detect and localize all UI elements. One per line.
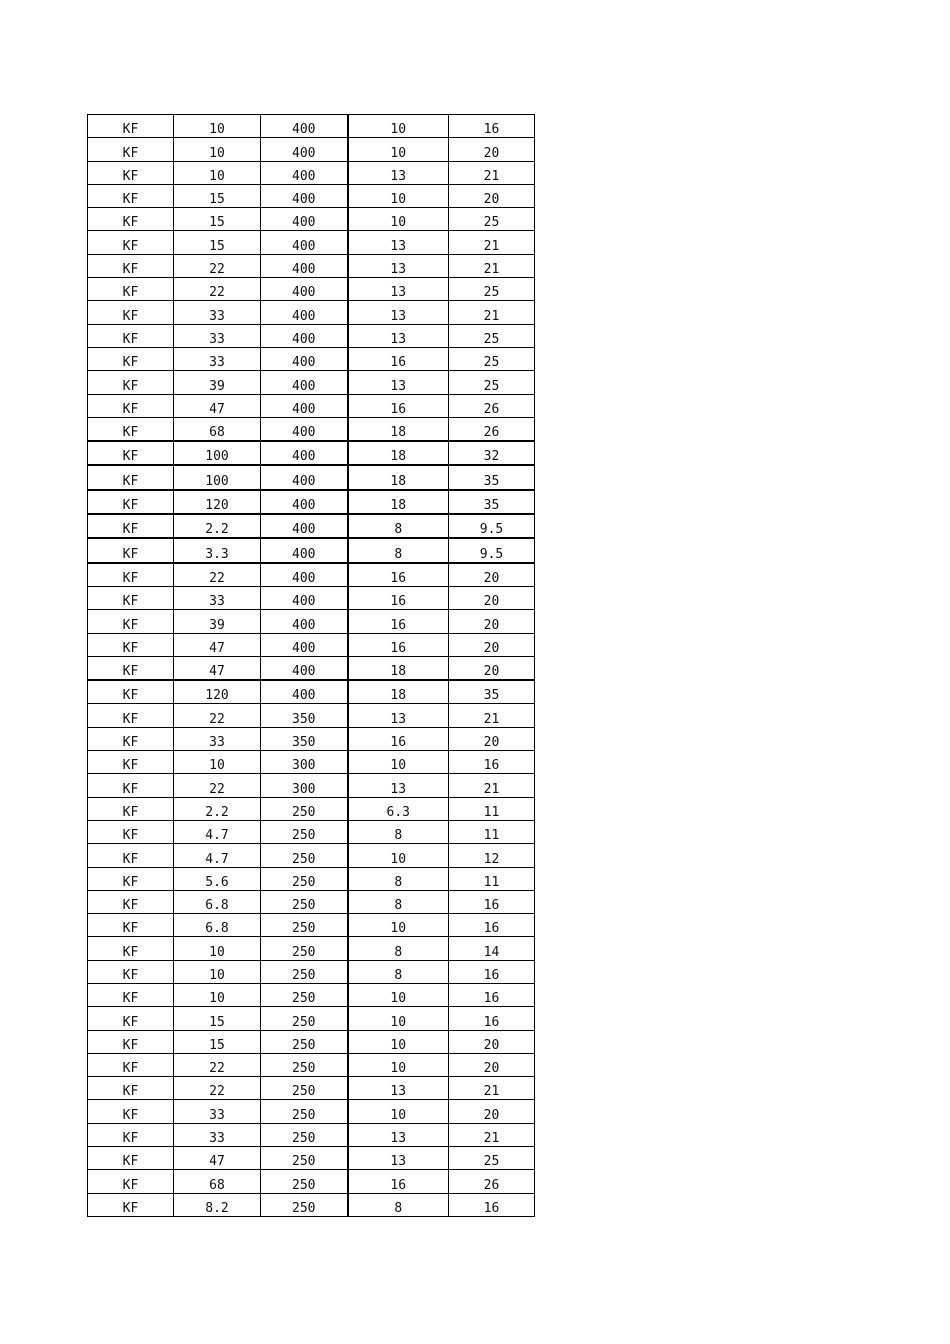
capacitance-cell: 39 — [174, 371, 261, 394]
length-cell: 11 — [449, 797, 535, 820]
table-row — [88, 797, 535, 820]
table-row — [88, 960, 535, 983]
voltage-cell: 350 — [261, 704, 348, 727]
capacitance-cell: 33 — [174, 586, 261, 609]
capacitance-cell: 10 — [174, 115, 261, 138]
capacitance-cell: 2.2 — [174, 514, 261, 538]
length-cell: 25 — [449, 1147, 535, 1170]
series-cell: KF — [88, 514, 174, 538]
diameter-cell: 10 — [348, 844, 449, 867]
length-cell: 21 — [449, 1077, 535, 1100]
table-row — [88, 184, 535, 207]
capacitance-cell: 47 — [174, 656, 261, 680]
series-cell: KF — [88, 490, 174, 514]
table-row — [88, 820, 535, 843]
table-body — [88, 115, 535, 1217]
length-cell: 16 — [449, 751, 535, 774]
voltage-cell: 250 — [261, 820, 348, 843]
diameter-cell: 10 — [348, 914, 449, 937]
voltage-cell: 400 — [261, 563, 348, 587]
diameter-cell: 10 — [348, 1030, 449, 1053]
capacitance-cell: 33 — [174, 347, 261, 370]
table-row — [88, 347, 535, 370]
series-cell: KF — [88, 1007, 174, 1030]
diameter-cell: 18 — [348, 417, 449, 441]
series-cell: KF — [88, 1100, 174, 1123]
capacitance-cell: 33 — [174, 324, 261, 347]
series-cell: KF — [88, 937, 174, 960]
series-cell: KF — [88, 867, 174, 890]
diameter-cell: 8 — [348, 937, 449, 960]
diameter-cell: 13 — [348, 231, 449, 254]
diameter-cell: 8 — [348, 890, 449, 913]
diameter-cell: 13 — [348, 1147, 449, 1170]
series-cell: KF — [88, 465, 174, 489]
length-cell: 9.5 — [449, 514, 535, 538]
voltage-cell: 400 — [261, 278, 348, 301]
table-row — [88, 490, 535, 514]
diameter-cell: 16 — [348, 563, 449, 587]
capacitance-cell: 39 — [174, 610, 261, 633]
length-cell: 21 — [449, 774, 535, 797]
series-cell: KF — [88, 563, 174, 587]
table-row — [88, 514, 535, 538]
series-cell: KF — [88, 1123, 174, 1146]
table-row — [88, 774, 535, 797]
table-row — [88, 465, 535, 489]
length-cell: 16 — [449, 960, 535, 983]
capacitance-cell: 120 — [174, 680, 261, 704]
series-cell: KF — [88, 115, 174, 138]
series-cell: KF — [88, 324, 174, 347]
series-cell: KF — [88, 1170, 174, 1193]
length-cell: 21 — [449, 301, 535, 324]
capacitance-cell: 10 — [174, 161, 261, 184]
series-cell: KF — [88, 610, 174, 633]
series-cell: KF — [88, 208, 174, 231]
length-cell: 20 — [449, 610, 535, 633]
voltage-cell: 250 — [261, 844, 348, 867]
capacitance-cell: 15 — [174, 208, 261, 231]
diameter-cell: 16 — [348, 633, 449, 656]
voltage-cell: 300 — [261, 774, 348, 797]
table-row — [88, 324, 535, 347]
table-row — [88, 115, 535, 138]
voltage-cell: 250 — [261, 1193, 348, 1216]
table-row — [88, 656, 535, 680]
diameter-cell: 13 — [348, 1123, 449, 1146]
length-cell: 16 — [449, 115, 535, 138]
diameter-cell: 10 — [348, 1053, 449, 1076]
table-row — [88, 844, 535, 867]
length-cell: 20 — [449, 586, 535, 609]
capacitance-cell: 22 — [174, 1077, 261, 1100]
capacitance-cell: 22 — [174, 278, 261, 301]
table-row — [88, 1053, 535, 1076]
series-cell: KF — [88, 417, 174, 441]
table-row — [88, 417, 535, 441]
series-cell: KF — [88, 347, 174, 370]
table-row — [88, 231, 535, 254]
length-cell: 12 — [449, 844, 535, 867]
capacitance-cell: 33 — [174, 727, 261, 750]
capacitance-cell: 22 — [174, 1053, 261, 1076]
length-cell: 21 — [449, 231, 535, 254]
capacitance-cell: 47 — [174, 1147, 261, 1170]
table-row — [88, 867, 535, 890]
voltage-cell: 400 — [261, 184, 348, 207]
length-cell: 21 — [449, 704, 535, 727]
series-cell: KF — [88, 680, 174, 704]
diameter-cell: 16 — [348, 727, 449, 750]
series-cell: KF — [88, 184, 174, 207]
length-cell: 20 — [449, 1053, 535, 1076]
diameter-cell: 10 — [348, 751, 449, 774]
capacitance-cell: 22 — [174, 704, 261, 727]
series-cell: KF — [88, 301, 174, 324]
voltage-cell: 250 — [261, 1053, 348, 1076]
table-row — [88, 161, 535, 184]
table-row — [88, 278, 535, 301]
table-row — [88, 1100, 535, 1123]
voltage-cell: 400 — [261, 231, 348, 254]
length-cell: 16 — [449, 914, 535, 937]
voltage-cell: 250 — [261, 1123, 348, 1146]
voltage-cell: 400 — [261, 254, 348, 277]
diameter-cell: 10 — [348, 138, 449, 161]
diameter-cell: 16 — [348, 610, 449, 633]
table-row — [88, 890, 535, 913]
voltage-cell: 400 — [261, 680, 348, 704]
series-cell: KF — [88, 538, 174, 562]
table-row — [88, 680, 535, 704]
series-cell: KF — [88, 1030, 174, 1053]
diameter-cell: 8 — [348, 1193, 449, 1216]
voltage-cell: 400 — [261, 417, 348, 441]
capacitance-cell: 47 — [174, 394, 261, 417]
voltage-cell: 250 — [261, 867, 348, 890]
length-cell: 20 — [449, 138, 535, 161]
length-cell: 25 — [449, 278, 535, 301]
table-row — [88, 394, 535, 417]
capacitance-cell: 10 — [174, 960, 261, 983]
capacitance-cell: 47 — [174, 633, 261, 656]
diameter-cell: 10 — [348, 1100, 449, 1123]
length-cell: 35 — [449, 490, 535, 514]
series-cell: KF — [88, 278, 174, 301]
table-row — [88, 441, 535, 465]
length-cell: 25 — [449, 324, 535, 347]
voltage-cell: 250 — [261, 1147, 348, 1170]
diameter-cell: 13 — [348, 161, 449, 184]
length-cell: 35 — [449, 680, 535, 704]
length-cell: 25 — [449, 208, 535, 231]
voltage-cell: 250 — [261, 983, 348, 1006]
capacitance-cell: 22 — [174, 254, 261, 277]
series-cell: KF — [88, 1053, 174, 1076]
voltage-cell: 400 — [261, 115, 348, 138]
series-cell: KF — [88, 656, 174, 680]
length-cell: 32 — [449, 441, 535, 465]
table-row — [88, 1077, 535, 1100]
diameter-cell: 13 — [348, 278, 449, 301]
length-cell: 21 — [449, 161, 535, 184]
capacitance-cell: 3.3 — [174, 538, 261, 562]
capacitance-cell: 15 — [174, 1030, 261, 1053]
diameter-cell: 13 — [348, 324, 449, 347]
series-cell: KF — [88, 138, 174, 161]
series-cell: KF — [88, 774, 174, 797]
capacitance-cell: 33 — [174, 1100, 261, 1123]
table-row — [88, 751, 535, 774]
capacitance-cell: 33 — [174, 1123, 261, 1146]
table-row — [88, 538, 535, 562]
capacitance-cell: 100 — [174, 441, 261, 465]
series-cell: KF — [88, 890, 174, 913]
voltage-cell: 400 — [261, 610, 348, 633]
voltage-cell: 250 — [261, 937, 348, 960]
capacitance-cell: 22 — [174, 563, 261, 587]
diameter-cell: 13 — [348, 254, 449, 277]
length-cell: 14 — [449, 937, 535, 960]
series-cell: KF — [88, 727, 174, 750]
series-cell: KF — [88, 441, 174, 465]
table-row — [88, 208, 535, 231]
diameter-cell: 18 — [348, 441, 449, 465]
voltage-cell: 400 — [261, 371, 348, 394]
capacitance-cell: 10 — [174, 937, 261, 960]
capacitance-cell: 4.7 — [174, 820, 261, 843]
voltage-cell: 400 — [261, 465, 348, 489]
voltage-cell: 400 — [261, 538, 348, 562]
length-cell: 20 — [449, 633, 535, 656]
diameter-cell: 13 — [348, 371, 449, 394]
voltage-cell: 400 — [261, 324, 348, 347]
diameter-cell: 18 — [348, 490, 449, 514]
diameter-cell: 10 — [348, 1007, 449, 1030]
table-row — [88, 586, 535, 609]
series-cell: KF — [88, 797, 174, 820]
voltage-cell: 250 — [261, 1170, 348, 1193]
table-row — [88, 563, 535, 587]
capacitance-cell: 6.8 — [174, 890, 261, 913]
voltage-cell: 400 — [261, 138, 348, 161]
diameter-cell: 8 — [348, 514, 449, 538]
diameter-cell: 10 — [348, 208, 449, 231]
table-row — [88, 1030, 535, 1053]
diameter-cell: 16 — [348, 347, 449, 370]
capacitance-cell: 100 — [174, 465, 261, 489]
voltage-cell: 400 — [261, 490, 348, 514]
diameter-cell: 10 — [348, 115, 449, 138]
table-row — [88, 727, 535, 750]
voltage-cell: 400 — [261, 441, 348, 465]
voltage-cell: 250 — [261, 890, 348, 913]
voltage-cell: 400 — [261, 633, 348, 656]
diameter-cell: 18 — [348, 680, 449, 704]
diameter-cell: 8 — [348, 538, 449, 562]
voltage-cell: 400 — [261, 514, 348, 538]
capacitance-cell: 4.7 — [174, 844, 261, 867]
diameter-cell: 18 — [348, 656, 449, 680]
diameter-cell: 16 — [348, 586, 449, 609]
length-cell: 20 — [449, 563, 535, 587]
length-cell: 11 — [449, 867, 535, 890]
length-cell: 35 — [449, 465, 535, 489]
length-cell: 20 — [449, 1100, 535, 1123]
data-table — [87, 114, 535, 1217]
length-cell: 16 — [449, 983, 535, 1006]
capacitance-cell: 15 — [174, 1007, 261, 1030]
table-row — [88, 1147, 535, 1170]
voltage-cell: 250 — [261, 797, 348, 820]
capacitance-cell: 68 — [174, 1170, 261, 1193]
length-cell: 26 — [449, 394, 535, 417]
length-cell: 21 — [449, 1123, 535, 1146]
table-row — [88, 1170, 535, 1193]
capacitance-cell: 8.2 — [174, 1193, 261, 1216]
voltage-cell: 250 — [261, 960, 348, 983]
series-cell: KF — [88, 1193, 174, 1216]
diameter-cell: 16 — [348, 394, 449, 417]
series-cell: KF — [88, 820, 174, 843]
voltage-cell: 400 — [261, 161, 348, 184]
voltage-cell: 250 — [261, 1007, 348, 1030]
length-cell: 25 — [449, 371, 535, 394]
voltage-cell: 250 — [261, 1100, 348, 1123]
table-row — [88, 138, 535, 161]
diameter-cell: 13 — [348, 704, 449, 727]
series-cell: KF — [88, 371, 174, 394]
capacitance-cell: 2.2 — [174, 797, 261, 820]
table-row — [88, 610, 535, 633]
table-row — [88, 254, 535, 277]
series-cell: KF — [88, 1077, 174, 1100]
table-row — [88, 301, 535, 324]
diameter-cell: 8 — [348, 820, 449, 843]
voltage-cell: 250 — [261, 1030, 348, 1053]
table-row — [88, 371, 535, 394]
length-cell: 9.5 — [449, 538, 535, 562]
diameter-cell: 13 — [348, 301, 449, 324]
length-cell: 16 — [449, 1007, 535, 1030]
table-row — [88, 983, 535, 1006]
diameter-cell: 16 — [348, 1170, 449, 1193]
length-cell: 25 — [449, 347, 535, 370]
diameter-cell: 13 — [348, 774, 449, 797]
voltage-cell: 400 — [261, 301, 348, 324]
diameter-cell: 10 — [348, 184, 449, 207]
capacitance-cell: 5.6 — [174, 867, 261, 890]
table-row — [88, 937, 535, 960]
length-cell: 11 — [449, 820, 535, 843]
series-cell: KF — [88, 231, 174, 254]
voltage-cell: 400 — [261, 208, 348, 231]
series-cell: KF — [88, 751, 174, 774]
capacitance-cell: 68 — [174, 417, 261, 441]
voltage-cell: 350 — [261, 727, 348, 750]
length-cell: 26 — [449, 1170, 535, 1193]
series-cell: KF — [88, 1147, 174, 1170]
diameter-cell: 13 — [348, 1077, 449, 1100]
capacitance-cell: 6.8 — [174, 914, 261, 937]
series-cell: KF — [88, 633, 174, 656]
series-cell: KF — [88, 704, 174, 727]
capacitance-cell: 15 — [174, 184, 261, 207]
capacitance-cell: 10 — [174, 983, 261, 1006]
diameter-cell: 8 — [348, 960, 449, 983]
capacitance-cell: 15 — [174, 231, 261, 254]
voltage-cell: 400 — [261, 656, 348, 680]
voltage-cell: 400 — [261, 347, 348, 370]
series-cell: KF — [88, 254, 174, 277]
table-row — [88, 704, 535, 727]
table-row — [88, 1007, 535, 1030]
series-cell: KF — [88, 983, 174, 1006]
series-cell: KF — [88, 960, 174, 983]
voltage-cell: 250 — [261, 1077, 348, 1100]
length-cell: 20 — [449, 184, 535, 207]
voltage-cell: 400 — [261, 394, 348, 417]
diameter-cell: 18 — [348, 465, 449, 489]
length-cell: 21 — [449, 254, 535, 277]
diameter-cell: 8 — [348, 867, 449, 890]
length-cell: 20 — [449, 1030, 535, 1053]
voltage-cell: 300 — [261, 751, 348, 774]
series-cell: KF — [88, 914, 174, 937]
diameter-cell: 10 — [348, 983, 449, 1006]
table-row — [88, 914, 535, 937]
capacitance-cell: 22 — [174, 774, 261, 797]
capacitance-cell: 10 — [174, 138, 261, 161]
series-cell: KF — [88, 161, 174, 184]
table-row — [88, 633, 535, 656]
length-cell: 16 — [449, 1193, 535, 1216]
table-row — [88, 1123, 535, 1146]
diameter-cell: 6.3 — [348, 797, 449, 820]
capacitance-cell: 33 — [174, 301, 261, 324]
table-row — [88, 1193, 535, 1216]
series-cell: KF — [88, 844, 174, 867]
voltage-cell: 250 — [261, 914, 348, 937]
length-cell: 26 — [449, 417, 535, 441]
capacitance-cell: 10 — [174, 751, 261, 774]
voltage-cell: 400 — [261, 586, 348, 609]
series-cell: KF — [88, 586, 174, 609]
length-cell: 20 — [449, 727, 535, 750]
capacitance-cell: 120 — [174, 490, 261, 514]
length-cell: 16 — [449, 890, 535, 913]
series-cell: KF — [88, 394, 174, 417]
length-cell: 20 — [449, 656, 535, 680]
